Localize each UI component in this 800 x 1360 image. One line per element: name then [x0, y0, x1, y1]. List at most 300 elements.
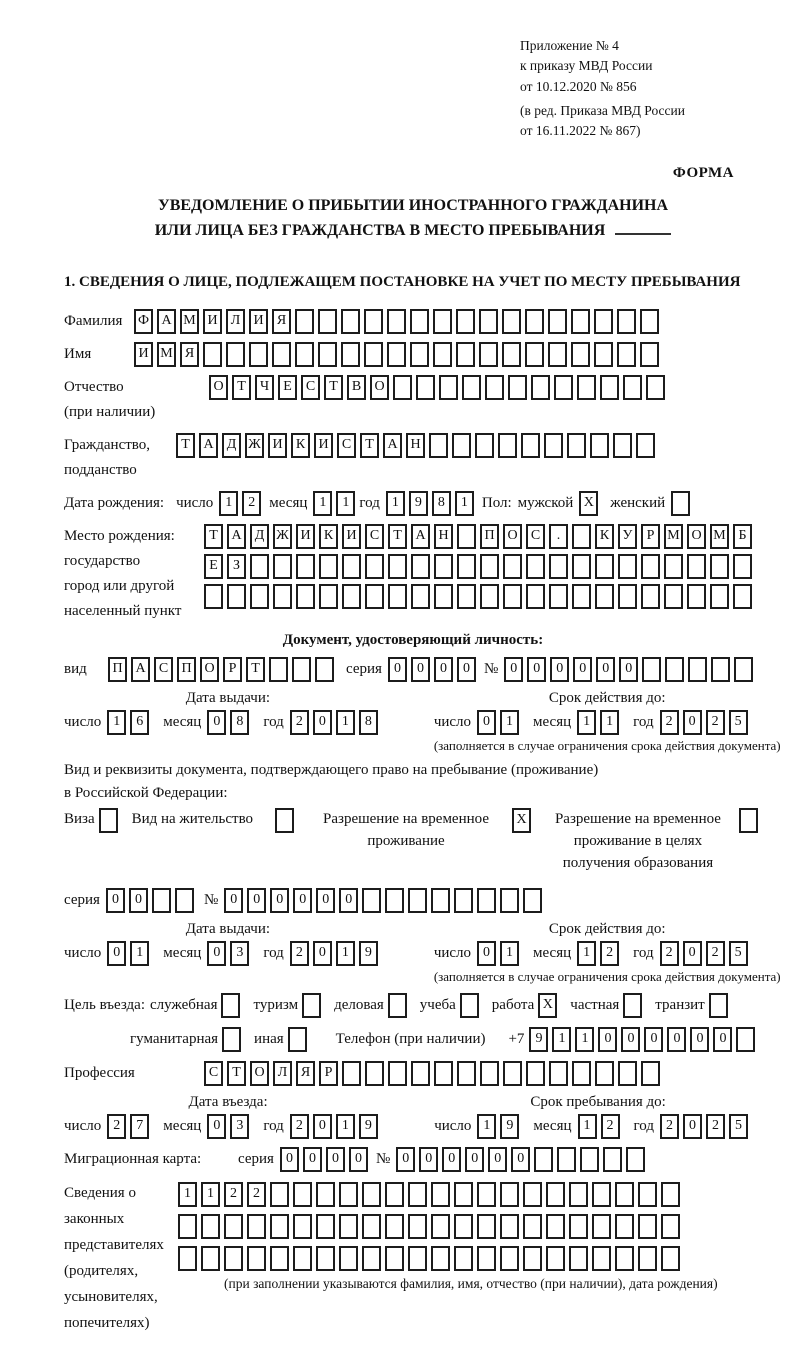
char-cell	[503, 1061, 522, 1086]
char-cell	[477, 1182, 496, 1207]
char-cell: О	[209, 375, 228, 400]
char-cell	[316, 1246, 335, 1271]
char-cell: X	[512, 808, 531, 833]
char-cell	[733, 554, 752, 579]
representatives-cells	[178, 1182, 718, 1293]
char-cell: 9	[409, 491, 428, 516]
char-cell: М	[664, 524, 683, 549]
char-cell: А	[383, 433, 402, 458]
char-cell: 2	[242, 491, 261, 516]
valid-month-cells	[577, 710, 623, 735]
valid-day-cells	[477, 710, 523, 735]
birth-year-cells	[386, 491, 478, 516]
char-cell	[641, 554, 660, 579]
char-cell	[734, 657, 753, 682]
char-cell: 5	[729, 710, 748, 735]
residence-options-row	[64, 808, 762, 874]
char-cell	[546, 1182, 565, 1207]
purpose-humanitarian: гуманитарная	[130, 1027, 245, 1052]
doc-number-label: №	[483, 660, 499, 677]
char-cell: 0	[388, 657, 407, 682]
char-cell	[362, 1182, 381, 1207]
char-cell	[342, 584, 361, 609]
char-cell	[526, 584, 545, 609]
char-cell: Т	[227, 1061, 246, 1086]
char-cell	[664, 584, 683, 609]
doc-type-cells	[108, 657, 338, 682]
month-word: месяц	[269, 494, 308, 511]
firstname-label: Имя	[64, 345, 92, 362]
char-cell: Т	[176, 433, 195, 458]
char-cell	[548, 309, 567, 334]
char-cell	[365, 1061, 384, 1086]
char-cell	[411, 1061, 430, 1086]
char-cell: Е	[204, 554, 223, 579]
char-cell: 1	[219, 491, 238, 516]
char-cell	[531, 375, 550, 400]
purpose-work-checkbox	[538, 993, 561, 1018]
doc-series-label: серия	[346, 660, 382, 677]
char-cell	[687, 584, 706, 609]
char-cell	[457, 554, 476, 579]
char-cell	[292, 657, 311, 682]
char-cell	[544, 433, 563, 458]
char-cell: 2	[601, 1114, 620, 1139]
char-cell: 0	[596, 657, 615, 682]
char-cell: 1	[336, 1114, 355, 1139]
char-cell: 0	[247, 888, 266, 913]
purpose-private: частная	[570, 993, 646, 1018]
char-cell	[295, 309, 314, 334]
char-cell	[410, 342, 429, 367]
purpose-other-checkbox	[288, 1027, 311, 1052]
char-cell: 0	[313, 710, 332, 735]
char-cell	[365, 584, 384, 609]
char-cell: 0	[129, 888, 148, 913]
char-cell	[736, 1027, 755, 1052]
passport-dates	[64, 689, 781, 754]
char-cell: С	[204, 1061, 223, 1086]
char-cell: И	[296, 524, 315, 549]
char-cell	[408, 1246, 427, 1271]
char-cell	[178, 1246, 197, 1271]
char-cell: 0	[573, 657, 592, 682]
rvp-valid-day-cells	[477, 941, 523, 966]
char-cell	[508, 375, 527, 400]
char-cell	[226, 342, 245, 367]
char-cell: 1	[336, 710, 355, 735]
char-cell	[525, 342, 544, 367]
residence-doc-line2: в Российской Федерации:	[64, 784, 228, 801]
char-cell	[572, 584, 591, 609]
firstname-cells	[134, 342, 663, 367]
passport-valid-group: Срок действия до: число 0 1 месяц 1 1 год 2 0 2 5 (заполняется в случае ограничения срока действия документа)	[433, 689, 781, 753]
doc-type-label: вид	[64, 660, 87, 677]
char-cell: 8	[432, 491, 451, 516]
char-cell	[569, 1214, 588, 1239]
representatives-row-2	[178, 1214, 718, 1239]
char-cell	[275, 808, 294, 833]
migration-card-row	[64, 1147, 762, 1172]
char-cell: 2	[706, 710, 725, 735]
birth-day-cells	[219, 491, 265, 516]
char-cell: 0	[465, 1147, 484, 1172]
char-cell	[623, 993, 642, 1018]
char-cell	[502, 342, 521, 367]
char-cell	[433, 309, 452, 334]
char-cell: П	[480, 524, 499, 549]
char-cell	[388, 1061, 407, 1086]
char-cell	[203, 342, 222, 367]
char-cell	[431, 1214, 450, 1239]
entry-purpose-row-2	[130, 1027, 762, 1052]
female-checkbox	[671, 491, 694, 516]
char-cell: 0	[527, 657, 546, 682]
char-cell	[393, 375, 412, 400]
purpose-official-checkbox	[221, 993, 244, 1018]
char-cell	[293, 1246, 312, 1271]
char-cell: И	[268, 433, 287, 458]
surname-cells	[134, 309, 663, 334]
section1-heading: 1. СВЕДЕНИЯ О ЛИЦЕ, ПОДЛЕЖАЩЕМ ПОСТАНОВКЕ НА УЧЕТ ПО МЕСТУ ПРЕБЫВАНИЯ	[64, 273, 741, 290]
char-cell: 0	[683, 941, 702, 966]
char-cell	[569, 1182, 588, 1207]
char-cell: Т	[388, 524, 407, 549]
char-cell	[671, 491, 690, 516]
char-cell	[618, 584, 637, 609]
surname-row	[64, 309, 762, 334]
migration-card-label: Миграционная карта:	[64, 1150, 202, 1167]
char-cell: 0	[442, 1147, 461, 1172]
purpose-tourism: туризм	[253, 993, 325, 1018]
valid-title: Срок действия до:	[548, 689, 666, 706]
char-cell	[247, 1214, 266, 1239]
char-cell: 0	[713, 1027, 732, 1052]
char-cell	[617, 342, 636, 367]
char-cell: .	[549, 524, 568, 549]
purpose-official: служебная	[150, 993, 245, 1018]
char-cell	[250, 554, 269, 579]
char-cell: В	[347, 375, 366, 400]
char-cell	[523, 1246, 542, 1271]
char-cell	[201, 1214, 220, 1239]
char-cell: С	[365, 524, 384, 549]
char-cell: 0	[644, 1027, 663, 1052]
char-cell: 0	[106, 888, 125, 913]
char-cell	[480, 1061, 499, 1086]
representatives-block	[64, 1180, 762, 1336]
char-cell	[618, 554, 637, 579]
char-cell	[175, 888, 194, 913]
char-cell	[431, 1182, 450, 1207]
surname-label: Фамилия	[64, 312, 123, 329]
residence-serial-row	[64, 888, 762, 913]
issue-title: Дата выдачи:	[185, 689, 271, 706]
patronymic-cells	[209, 375, 669, 400]
citizenship-row	[64, 433, 762, 483]
char-cell: 0	[619, 657, 638, 682]
char-cell: 0	[598, 1027, 617, 1052]
char-cell	[99, 808, 118, 833]
char-cell	[739, 808, 758, 833]
char-cell: Р	[319, 1061, 338, 1086]
char-cell	[416, 375, 435, 400]
char-cell	[296, 554, 315, 579]
phone-prefix: +7	[508, 1030, 525, 1047]
char-cell	[600, 375, 619, 400]
res-series-label: серия	[64, 891, 100, 908]
patronymic-label: Отчество (при наличии)	[64, 378, 156, 420]
char-cell	[454, 1246, 473, 1271]
char-cell: Н	[434, 524, 453, 549]
rvp-issue-month-cells	[207, 941, 253, 966]
char-cell	[224, 1214, 243, 1239]
purpose-transit-checkbox	[709, 993, 732, 1018]
char-cell	[270, 1246, 289, 1271]
char-cell	[318, 309, 337, 334]
char-cell: 7	[130, 1114, 149, 1139]
patronymic-row	[64, 375, 762, 425]
char-cell	[479, 342, 498, 367]
char-cell: 2	[247, 1182, 266, 1207]
char-cell	[665, 657, 684, 682]
char-cell: 8	[230, 710, 249, 735]
char-cell	[571, 342, 590, 367]
char-cell	[548, 342, 567, 367]
char-cell	[526, 1061, 545, 1086]
char-cell	[500, 1182, 519, 1207]
char-cell	[385, 888, 404, 913]
char-cell	[594, 342, 613, 367]
char-cell: И	[342, 524, 361, 549]
char-cell: 1	[477, 1114, 496, 1139]
purpose-transit: транзит	[655, 993, 731, 1018]
char-cell: 9	[500, 1114, 519, 1139]
birthdate-row	[64, 491, 762, 516]
char-cell	[387, 309, 406, 334]
char-cell	[502, 309, 521, 334]
char-cell	[595, 554, 614, 579]
char-cell: 5	[729, 1114, 748, 1139]
char-cell	[364, 342, 383, 367]
representatives-row-1	[178, 1182, 718, 1207]
citizenship-cells	[176, 433, 659, 458]
issue-month-cells	[207, 710, 253, 735]
char-cell	[341, 309, 360, 334]
char-cell: X	[538, 993, 557, 1018]
char-cell: 0	[207, 941, 226, 966]
char-cell	[462, 375, 481, 400]
char-cell	[477, 1246, 496, 1271]
char-cell: М	[157, 342, 176, 367]
char-cell	[457, 1061, 476, 1086]
char-cell: У	[618, 524, 637, 549]
char-cell: 5	[729, 941, 748, 966]
purpose-study-checkbox	[460, 993, 483, 1018]
char-cell: Л	[226, 309, 245, 334]
entry-stay-dates	[64, 1094, 762, 1139]
char-cell: 0	[621, 1027, 640, 1052]
birthplace-block	[64, 524, 762, 624]
char-cell	[224, 1246, 243, 1271]
char-cell	[431, 888, 450, 913]
male-checkbox	[579, 491, 602, 516]
char-cell	[638, 1214, 657, 1239]
char-cell	[339, 1246, 358, 1271]
char-cell: 2	[706, 1114, 725, 1139]
title-line-2: ИЛИ ЛИЦА БЕЗ ГРАЖДАНСТВА В МЕСТО ПРЕБЫВАНИЯ	[64, 219, 762, 244]
char-cell: 2	[600, 941, 619, 966]
char-cell	[500, 888, 519, 913]
char-cell: 0	[550, 657, 569, 682]
char-cell: 1	[386, 491, 405, 516]
char-cell	[452, 433, 471, 458]
char-cell	[640, 342, 659, 367]
firstname-row	[64, 342, 762, 367]
char-cell	[498, 433, 517, 458]
char-cell	[288, 1027, 307, 1052]
char-cell: М	[180, 309, 199, 334]
mig-series-label: серия	[238, 1150, 274, 1167]
char-cell	[549, 554, 568, 579]
char-cell: 0	[313, 941, 332, 966]
phone-cells	[529, 1027, 759, 1052]
char-cell	[710, 584, 729, 609]
char-cell: 2	[660, 1114, 679, 1139]
char-cell	[247, 1246, 266, 1271]
birthplace-row-1	[204, 524, 756, 549]
char-cell	[387, 342, 406, 367]
char-cell	[477, 888, 496, 913]
char-cell	[316, 1214, 335, 1239]
char-cell: 0	[690, 1027, 709, 1052]
title-line-1: УВЕДОМЛЕНИЕ О ПРИБЫТИИ ИНОСТРАННОГО ГРАЖДАНИНА	[157, 197, 669, 215]
char-cell	[201, 1246, 220, 1271]
char-cell	[433, 342, 452, 367]
char-cell	[638, 1246, 657, 1271]
rvp-issue-group: Дата выдачи: число 0 1 месяц 0 3 год 2 0 1 9	[64, 921, 392, 985]
char-cell	[454, 1214, 473, 1239]
entry-day-cells	[107, 1114, 153, 1139]
char-cell	[319, 554, 338, 579]
char-cell: Б	[733, 524, 752, 549]
char-cell: И	[249, 309, 268, 334]
residence-doc-line1: Вид и реквизиты документа, подтверждающего право на пребывание (проживание)	[64, 761, 599, 778]
entry-purpose-label: Цель въезда:	[64, 996, 145, 1013]
char-cell	[434, 554, 453, 579]
char-cell	[385, 1246, 404, 1271]
char-cell	[362, 1246, 381, 1271]
char-cell: 0	[477, 941, 496, 966]
sex-label: Пол:	[481, 494, 512, 511]
char-cell: А	[131, 657, 150, 682]
char-cell: 1	[552, 1027, 571, 1052]
char-cell: 1	[455, 491, 474, 516]
char-cell	[408, 1214, 427, 1239]
char-cell: 2	[107, 1114, 126, 1139]
representatives-label: Сведения о законных представителях (родителях, усыновителях, попечителях)	[64, 1184, 164, 1331]
char-cell	[590, 433, 609, 458]
char-cell: 9	[529, 1027, 548, 1052]
rvp-valid-year-cells	[660, 941, 752, 966]
char-cell: Ж	[245, 433, 264, 458]
char-cell: 1	[336, 941, 355, 966]
char-cell: 0	[280, 1147, 299, 1172]
char-cell: 0	[270, 888, 289, 913]
char-cell: Т	[232, 375, 251, 400]
char-cell	[270, 1214, 289, 1239]
char-cell	[364, 309, 383, 334]
char-cell	[457, 584, 476, 609]
char-cell: А	[199, 433, 218, 458]
char-cell	[388, 584, 407, 609]
char-cell: 1	[577, 710, 596, 735]
temp-residence-option: Разрешение на временное проживание X	[308, 808, 535, 852]
char-cell	[152, 888, 171, 913]
char-cell	[571, 309, 590, 334]
rvp-issue-day-cells	[107, 941, 153, 966]
char-cell	[595, 1061, 614, 1086]
char-cell: О	[370, 375, 389, 400]
char-cell	[362, 888, 381, 913]
char-cell	[617, 309, 636, 334]
char-cell	[319, 584, 338, 609]
birthdate-label: Дата рождения:	[64, 494, 165, 511]
char-cell: Н	[406, 433, 425, 458]
char-cell	[439, 375, 458, 400]
char-cell: 0	[316, 888, 335, 913]
identity-doc-heading: Документ, удостоверяющий личность:	[282, 631, 544, 648]
char-cell: 0	[504, 657, 523, 682]
char-cell	[480, 554, 499, 579]
char-cell: Я	[296, 1061, 315, 1086]
appendix-line: Приложение № 4	[520, 38, 619, 53]
char-cell	[594, 309, 613, 334]
char-cell: 0	[434, 657, 453, 682]
stay-year-cells	[660, 1114, 752, 1139]
char-cell	[342, 1061, 361, 1086]
char-cell	[457, 524, 476, 549]
char-cell	[623, 375, 642, 400]
char-cell	[222, 1027, 241, 1052]
char-cell	[273, 554, 292, 579]
char-cell: А	[411, 524, 430, 549]
profession-label: Профессия	[64, 1064, 135, 1081]
char-cell: Ж	[273, 524, 292, 549]
char-cell: 3	[230, 941, 249, 966]
char-cell: 2	[224, 1182, 243, 1207]
char-cell	[687, 554, 706, 579]
char-cell: X	[579, 491, 598, 516]
char-cell: 8	[359, 710, 378, 735]
char-cell	[549, 1061, 568, 1086]
char-cell: Ф	[134, 309, 153, 334]
char-cell: 0	[683, 710, 702, 735]
res-number-label: №	[203, 891, 219, 908]
char-cell: 0	[207, 710, 226, 735]
char-cell	[572, 524, 591, 549]
char-cell: С	[154, 657, 173, 682]
char-cell: 1	[500, 941, 519, 966]
stay-until-group: Срок пребывания до: число 1 9 месяц 1 2 год 2 0 2 5	[434, 1094, 762, 1139]
char-cell	[227, 584, 246, 609]
char-cell	[411, 554, 430, 579]
char-cell: Ч	[255, 375, 274, 400]
char-cell: З	[227, 554, 246, 579]
char-cell	[661, 1214, 680, 1239]
char-cell	[642, 657, 661, 682]
char-cell: Т	[324, 375, 343, 400]
